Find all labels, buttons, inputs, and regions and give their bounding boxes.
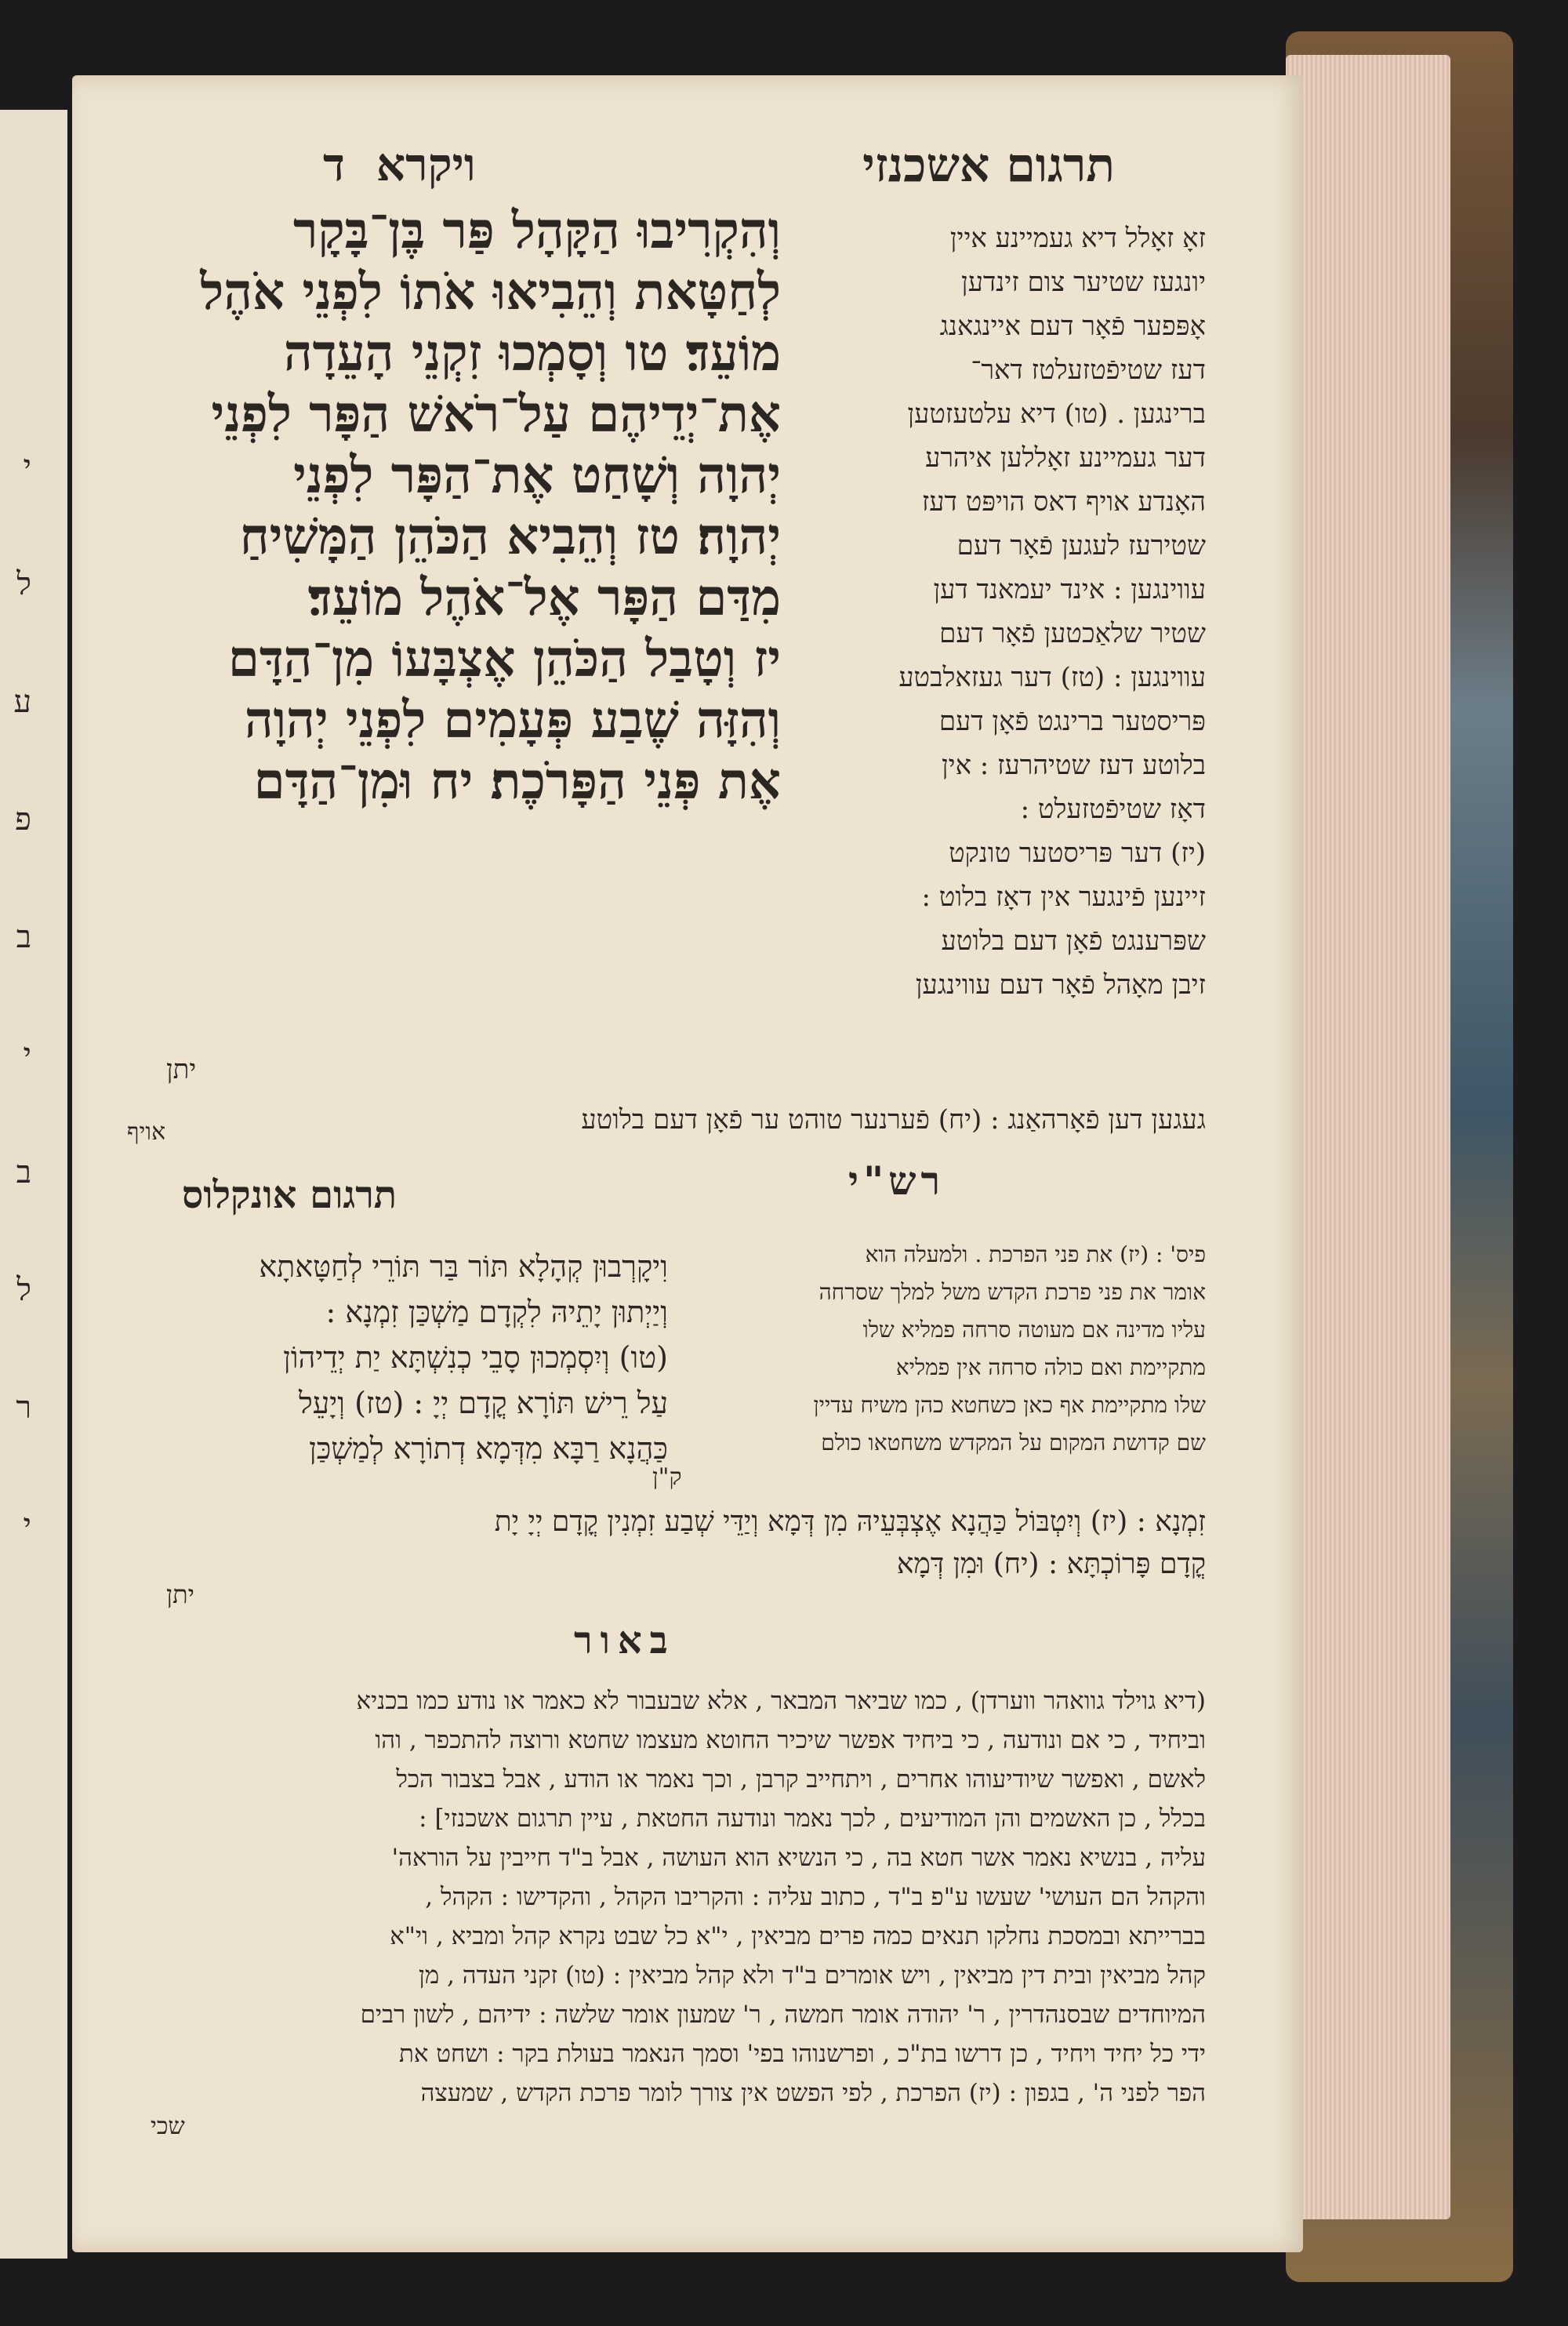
biur-line: קהל מביאין ובית דין מביאין , ויש אומרים ב"ד ולא קהל מביאין : (טו) זקני העדה , מן xyxy=(418,1961,1206,1990)
translation-line: דער געמיינע זאָללען איהרע xyxy=(925,442,1206,474)
rashi-line: פיס' : (יז) את פני הפרכת . ולמעלה הוא xyxy=(865,1241,1206,1267)
torah-catchword: יתן xyxy=(166,1054,197,1085)
rashi-line: מתקיימת ואם כולה סרחה אין פמליא xyxy=(895,1354,1206,1380)
onkelos-catchword: יתן xyxy=(166,1579,195,1609)
translation-catchword: אויף xyxy=(127,1118,166,1146)
torah-line: וְהִזָּה שֶׁבַע פְּעָמִים לִפְנֵי יְהוָה xyxy=(244,691,781,750)
translation-line: שטירעז לעגען פֿאָר דעם xyxy=(956,530,1206,562)
torah-text xyxy=(83,201,781,812)
torah-line: וְהִקְרִיבוּ הַקָּהָל פַּר בֶּן־בָּקָר xyxy=(293,202,781,260)
onkelos-continuation xyxy=(166,1501,1206,1586)
onkelos-line: כַּהֲנָא רַבָּא מִדְּמָא דְתוֹרָא לְמַשְׁכַּן xyxy=(309,1431,668,1466)
onkelos-line: עַל רֵישׁ תּוֹרָא קֳדָם יְיָ : (טז) וְיָעֵל xyxy=(299,1386,668,1420)
biur-line: בברייתא ובמסכת נחלקו תנאים כמה פרים מביאין , י"א כל שבט נקרא קהל ומביא , וי"א xyxy=(390,1922,1206,1950)
translation-line: פּריסטער ברינגט פֿאָן דעם xyxy=(938,706,1206,737)
translation-line: זיבן מאָהל פֿאָר דעם עווינגען xyxy=(915,969,1206,1001)
biur-line: המיוחדים שבסנהדרין , ר' יהודה אומר חמשה , ר' שמעון אומר שלשה : ידיהם , לשון רבים xyxy=(360,2001,1206,2029)
translation-line: דעז שטיפֿטזעלטז דאר־ xyxy=(971,354,1206,386)
torah-line: יז וְטָבַל הַכֹּהֵן אֶצְבָּעוֹ מִן־הַדָּם xyxy=(227,630,781,689)
onkelos-line: קֳדָם פָּרוֹכְתָּא : (יח) וּמִן דְּמָא xyxy=(896,1548,1206,1580)
torah-line: יְהוָה׃ טז וְהֵבִיא הַכֹּהֵן הַמָּשִׁיחַ xyxy=(239,507,781,566)
onkelos-heading: תרגום אונקלוס xyxy=(182,1173,397,1217)
biur-line: והקהל הם העושי' שעשו ע"פ ב"ד , כתוב עליה : והקריבו הקהל , והקדישו : הקהל , xyxy=(425,1883,1206,1911)
translation-line: (יז) דער פּריסטער טונקט xyxy=(949,838,1206,869)
rashi-commentary xyxy=(637,1236,1206,1462)
translation-line: עווינגען : (טז) דער געזאלבטע xyxy=(898,662,1206,693)
page-header-left xyxy=(323,138,476,191)
translation-line: האָנדע אויף דאס הויפּט דעז xyxy=(921,486,1206,518)
biur-commentary xyxy=(151,1681,1206,2113)
translation-line: שפּרענגט פֿאָן דעם בלוטע xyxy=(941,925,1206,957)
biur-line: ידי כל יחיד ויחיד , כן דרשו בת"כ , ופרשנוהו בפי' וסמך הנאמר בעולת בקר : ושחט את xyxy=(398,2040,1206,2068)
onkelos-line: וְיַיְתוּן יָתֵיהּ לִקְדָם מַשְׁכַּן זִמְנָא : xyxy=(325,1295,668,1329)
translation-line: יונגעז שטיער צום זינדען xyxy=(961,267,1206,298)
onkelos-text xyxy=(166,1244,668,1471)
biur-line: הפר לפני ה' , בגפון : (יז) הפרכת , לפי הפשט אין צורך לומר פרכת הקדש , שמעצה xyxy=(420,2079,1206,2107)
chapter-number: ד xyxy=(323,138,345,191)
book-page xyxy=(72,75,1303,2252)
rashi-heading: רש"י xyxy=(848,1158,946,1204)
translation-line: זיינען פֿינגער אין דאָז בלוט : xyxy=(921,881,1206,913)
torah-line: יְהוָה וְשָׁחַט אֶת־הַפָּר לִפְנֵי xyxy=(293,446,781,505)
torah-line: מוֹעֵד׃ טו וְסָמְכוּ זִקְנֵי הָעֵדָה xyxy=(283,324,781,383)
left-page-strip xyxy=(0,110,67,2259)
rashi-line: עליו מדינה אם מעוטה סרחה פמליא שלו xyxy=(862,1317,1206,1343)
rashi-line: שלו מתקיימת אף כאן כשחטא כהן משיח עדיין xyxy=(813,1392,1206,1418)
translation-line: בלוטע דעז שטיהרעז : אין xyxy=(941,750,1206,781)
left-page-chars: י ל ע פ ב י ב ל ר י xyxy=(13,449,31,1543)
biur-line: (דיא גוילד גוואהר ווערדן) , כמו שביאר המבאר , אלא שבעבור לא כאמר או נודע כמו בכניא xyxy=(356,1687,1206,1715)
biur-line: וביחיד , כי אם ונודעה , כי ביחיד אפשר שיכיר החוטא מעצמו שחטא ורוצה להתכפר , והו xyxy=(375,1726,1206,1754)
rashi-line: אומר את פני פרכת הקדש משל למלך שסרחה xyxy=(818,1279,1206,1305)
translation-line: עווינגען : אינד יעמאנד דען xyxy=(933,574,1206,605)
torah-line: אֶת־יְדֵיהֶם עַל־רֹאשׁ הַפָּר לִפְנֵי xyxy=(211,385,781,444)
biur-line: בכלל , כן האשמים והן המודיעים , לכך נאמר ונודעה החטאת , עיין תרגום אשכנזי] : xyxy=(419,1804,1206,1833)
rashi-line: שם קדושת המקום על המקדש משחטאו כולם xyxy=(821,1430,1206,1456)
book-title: ויקרא xyxy=(376,138,476,191)
translation-line: אָפּפער פֿאָר דעם איינגאנג xyxy=(939,311,1206,342)
translation-continuation: געגען דען פֿאָרהאַנג : (יח) פֿערנער טוהט ער פֿאָן דעם בלוטע xyxy=(581,1104,1206,1136)
page-header-right: תרגום אשכנזי xyxy=(862,138,1115,193)
torah-line: אֶת פְּנֵי הַפָּרֹכֶת׃ יח וּמִן־הַדָּם xyxy=(253,752,781,811)
biur-catchword: שכי xyxy=(151,2113,185,2140)
torah-line: מִדַּם הַפָּר אֶל־אֹהֶל מוֹעֵד׃ xyxy=(307,569,781,627)
rashi-signature: ק"ן xyxy=(652,1463,682,1491)
onkelos-line: זִמְנָא : (יז) וְיִטְבּוֹל כַּהֲנָא אֶצְבְּעֵיהּ מִן דְּמָא וְיַדֵּי שְׁבַע זִמְנִין קֳדָם יְיָ יָת xyxy=(494,1506,1206,1538)
german-translation xyxy=(770,216,1206,1007)
biur-line: עליה , בנשיא נאמר אשר חטא בה , כי הנשיא הוא העושה , אבל ב"ד חייבין על הוראה' xyxy=(391,1844,1206,1872)
biur-heading: באור xyxy=(574,1619,676,1663)
torah-line: לְחַטָּאת וְהֵבִיאוּ אֹתוֹ לִפְנֵי אֹהֶל xyxy=(200,263,781,322)
page-fore-edge xyxy=(1286,55,1450,2219)
translation-line: ברינגען . (טו) דיא עלטעזטען xyxy=(907,398,1206,430)
translation-line: שטיר שלאַכטען פֿאָר דעם xyxy=(939,618,1206,649)
translation-line: זאָ זאָלל דיא געמיינע איין xyxy=(949,223,1206,254)
onkelos-line: וִיקָרְבוּן קְהָלָא תּוֹר בַּר תּוֹרֵי לְחַטָּאתָא xyxy=(259,1249,668,1284)
translation-line: דאָז שטיפֿטזעלט : xyxy=(1020,794,1206,825)
onkelos-line: (טו) וְיִסְמְכוּן סָבֵי כְנִשְׁתָּא יַת יְדֵיהוֹן xyxy=(283,1340,668,1375)
biur-line: לאשם , ואפשר שיודיעוהו אחרים , ויתחייב קרבן , וכך נאמר או הודע , אבל בצבור הכל xyxy=(396,1765,1206,1794)
